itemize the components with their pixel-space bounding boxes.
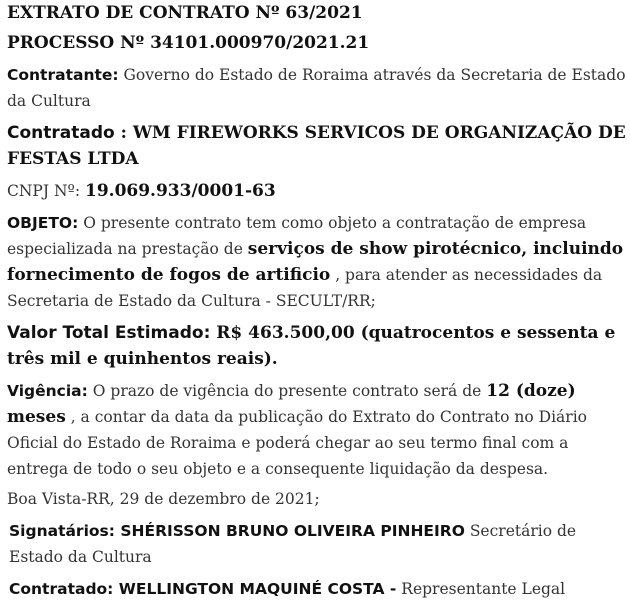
- contratado-separator: :: [114, 123, 133, 143]
- contratado-value: WM FIREWORKS SERVICOS DE ORGANIZAÇÃO DE FESTAS LTDA: [7, 123, 626, 169]
- contratante-value: Governo do Estado de Roraima através da Secretaria de Estado da Cultura: [7, 66, 626, 110]
- process-number: PROCESSO Nº 34101.000970/2021.21: [7, 33, 370, 53]
- objeto-paragraph: [7, 210, 627, 314]
- vigencia-label: Vigência:: [7, 382, 88, 400]
- signatarios-name: SHÉRISSON BRUNO OLIVEIRA PINHEIRO: [114, 522, 465, 540]
- contratado-label: Contratado: [7, 123, 115, 143]
- valor-label: Valor Total Estimado:: [7, 323, 211, 343]
- contract-extract-document: [7, 0, 627, 602]
- valor-value: R$ 463.500,00 (quatrocentos e sessenta e três mil e quinhentos reais).: [7, 323, 616, 369]
- contratante-label: Contratante:: [7, 66, 119, 84]
- extract-title: EXTRATO DE CONTRATO Nº 63/2021: [7, 3, 363, 23]
- valor-paragraph: [7, 320, 627, 372]
- cnpj-paragraph: [7, 178, 627, 204]
- vigencia-text-bold: 12 (doze) meses: [7, 381, 576, 427]
- contratado-signature-role: Representante Legal: [396, 580, 566, 598]
- contratado-paragraph: [7, 120, 627, 172]
- cnpj-value: 19.069.933/0001-63: [85, 181, 276, 201]
- vigencia-text-start: O prazo de vigência do presente contrato será de: [87, 382, 487, 400]
- vigencia-text-end: , a contar da data da publicação do Extrato do Contrato no Diário Oficial do Estado de Roraima e poderá chegar ao seu termo final com a entrega de todo o seu objeto e a consequente liquidação da despesa.: [7, 408, 587, 478]
- objeto-text-start: O presente contrato tem como objeto a contratação de empresa especializada na prestação de: [7, 214, 587, 258]
- objeto-label: OBJETO:: [7, 214, 79, 232]
- objeto-text-end: , para atender as necessidades da Secretaria de Estado da Cultura - SECULT/RR;: [7, 266, 603, 310]
- objeto-text-bold: serviços de show pirotécnico, incluindo fornecimento de fogos de artificio: [7, 239, 624, 285]
- contratante-paragraph: [7, 62, 627, 114]
- signatarios-label: Signatários:: [9, 522, 115, 540]
- signatarios-paragraph: [7, 518, 627, 570]
- cnpj-label: CNPJ Nº:: [7, 182, 85, 200]
- vigencia-paragraph: [7, 378, 627, 482]
- contratado-signature-name: WELLINGTON MAQUINÉ COSTA -: [113, 580, 397, 598]
- contratado-signature-paragraph: [7, 576, 627, 602]
- signatarios-role: Secretário de Estado da Cultura: [9, 522, 577, 566]
- location-date: Boa Vista-RR, 29 de dezembro de 2021;: [7, 490, 320, 508]
- contratado-signature-label: Contratado:: [9, 580, 114, 598]
